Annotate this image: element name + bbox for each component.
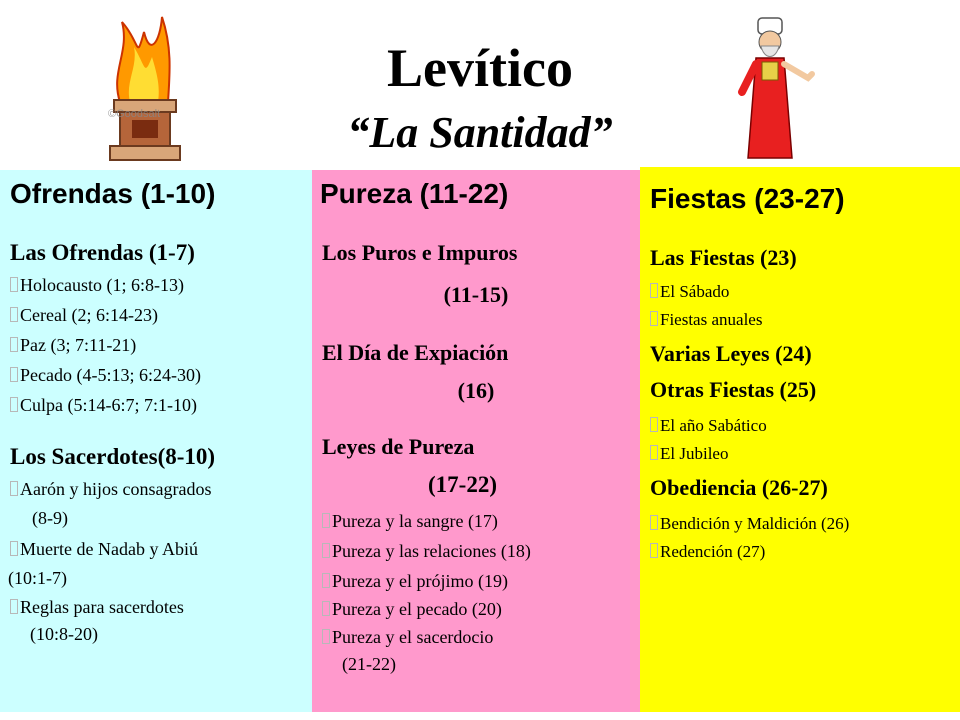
list-item: Bendición y Maldición (26): [650, 513, 849, 535]
list-item: Pureza y las relaciones (18): [322, 540, 531, 562]
section-title: Obediencia (26-27): [650, 475, 828, 500]
column-heading: Ofrendas (1-10): [10, 178, 216, 209]
bullet-icon: [650, 543, 658, 558]
bullet-icon: [650, 283, 658, 298]
list-item: Pureza y el sacerdocio: [322, 626, 493, 648]
list-item: Reglas para sacerdotes: [10, 596, 184, 618]
section-title: Las Ofrendas (1-7): [10, 240, 195, 265]
section-title-range: (11-15): [443, 282, 509, 307]
list-item: El Sábado: [650, 281, 729, 303]
list-item: Pureza y el pecado (20): [322, 598, 502, 620]
list-item: El Jubileo: [650, 443, 728, 465]
bullet-icon: [10, 277, 18, 292]
bullet-icon: [650, 445, 658, 460]
section-title: Las Fiestas (23): [650, 245, 797, 270]
bullet-icon: [650, 515, 658, 530]
altar-fire-illustration: [100, 12, 190, 164]
watermark-text: ©Goodsalt: [108, 108, 161, 120]
column-heading: Pureza (11-22): [320, 178, 509, 209]
bullet-icon: [10, 367, 18, 382]
list-item-continuation: (8-9): [32, 508, 68, 528]
section-title-range: (17-22): [428, 472, 497, 497]
section-title-range: (16): [457, 378, 495, 403]
section-title: Los Puros e Impuros: [322, 240, 518, 265]
list-item: Fiestas anuales: [650, 309, 762, 331]
bullet-icon: [10, 337, 18, 352]
list-item: Aarón y hijos consagrados: [10, 478, 211, 500]
column-fiestas: [640, 167, 960, 712]
bullet-icon: [10, 307, 18, 322]
column-heading: Fiestas (23-27): [650, 183, 845, 214]
bullet-icon: [10, 481, 18, 496]
list-item: Redención (27): [650, 541, 765, 563]
section-title: Varias Leyes (24): [650, 341, 812, 366]
bullet-icon: [10, 599, 18, 614]
list-item: Pecado (4-5:13; 6:24-30): [10, 364, 201, 386]
list-item: Holocausto (1; 6:8-13): [10, 274, 184, 296]
column-ofrendas: [0, 170, 312, 712]
bullet-icon: [322, 573, 330, 588]
bullet-icon: [322, 629, 330, 644]
list-item: Pureza y la sangre (17): [322, 510, 498, 532]
page-subtitle: “La Santidad”: [347, 108, 613, 157]
bullet-icon: [10, 397, 18, 412]
bullet-icon: [650, 311, 658, 326]
list-item: Paz (3; 7:11-21): [10, 334, 136, 356]
bullet-icon: [322, 601, 330, 616]
bullet-icon: [10, 541, 18, 556]
high-priest-illustration: [728, 12, 824, 162]
list-item: Cereal (2; 6:14-23): [10, 304, 158, 326]
section-title: Leyes de Pureza: [322, 434, 475, 459]
list-item-continuation: (10:1-7): [8, 568, 67, 588]
section-title: Los Sacerdotes(8-10): [10, 444, 216, 469]
bullet-icon: [650, 417, 658, 432]
list-item-continuation: (10:8-20): [30, 624, 98, 644]
list-item: El año Sabático: [650, 415, 767, 437]
list-item: Muerte de Nadab y Abiú: [10, 538, 198, 560]
bullet-icon: [322, 543, 330, 558]
column-pureza: [312, 170, 640, 712]
page-title: Levítico: [387, 38, 573, 98]
bullet-icon: [322, 513, 330, 528]
list-item: Culpa (5:14-6:7; 7:1-10): [10, 394, 197, 416]
list-item: Pureza y el prójimo (19): [322, 570, 508, 592]
section-title: El Día de Expiación: [322, 340, 509, 365]
list-item-continuation: (21-22): [342, 654, 396, 674]
section-title: Otras Fiestas (25): [650, 377, 817, 402]
